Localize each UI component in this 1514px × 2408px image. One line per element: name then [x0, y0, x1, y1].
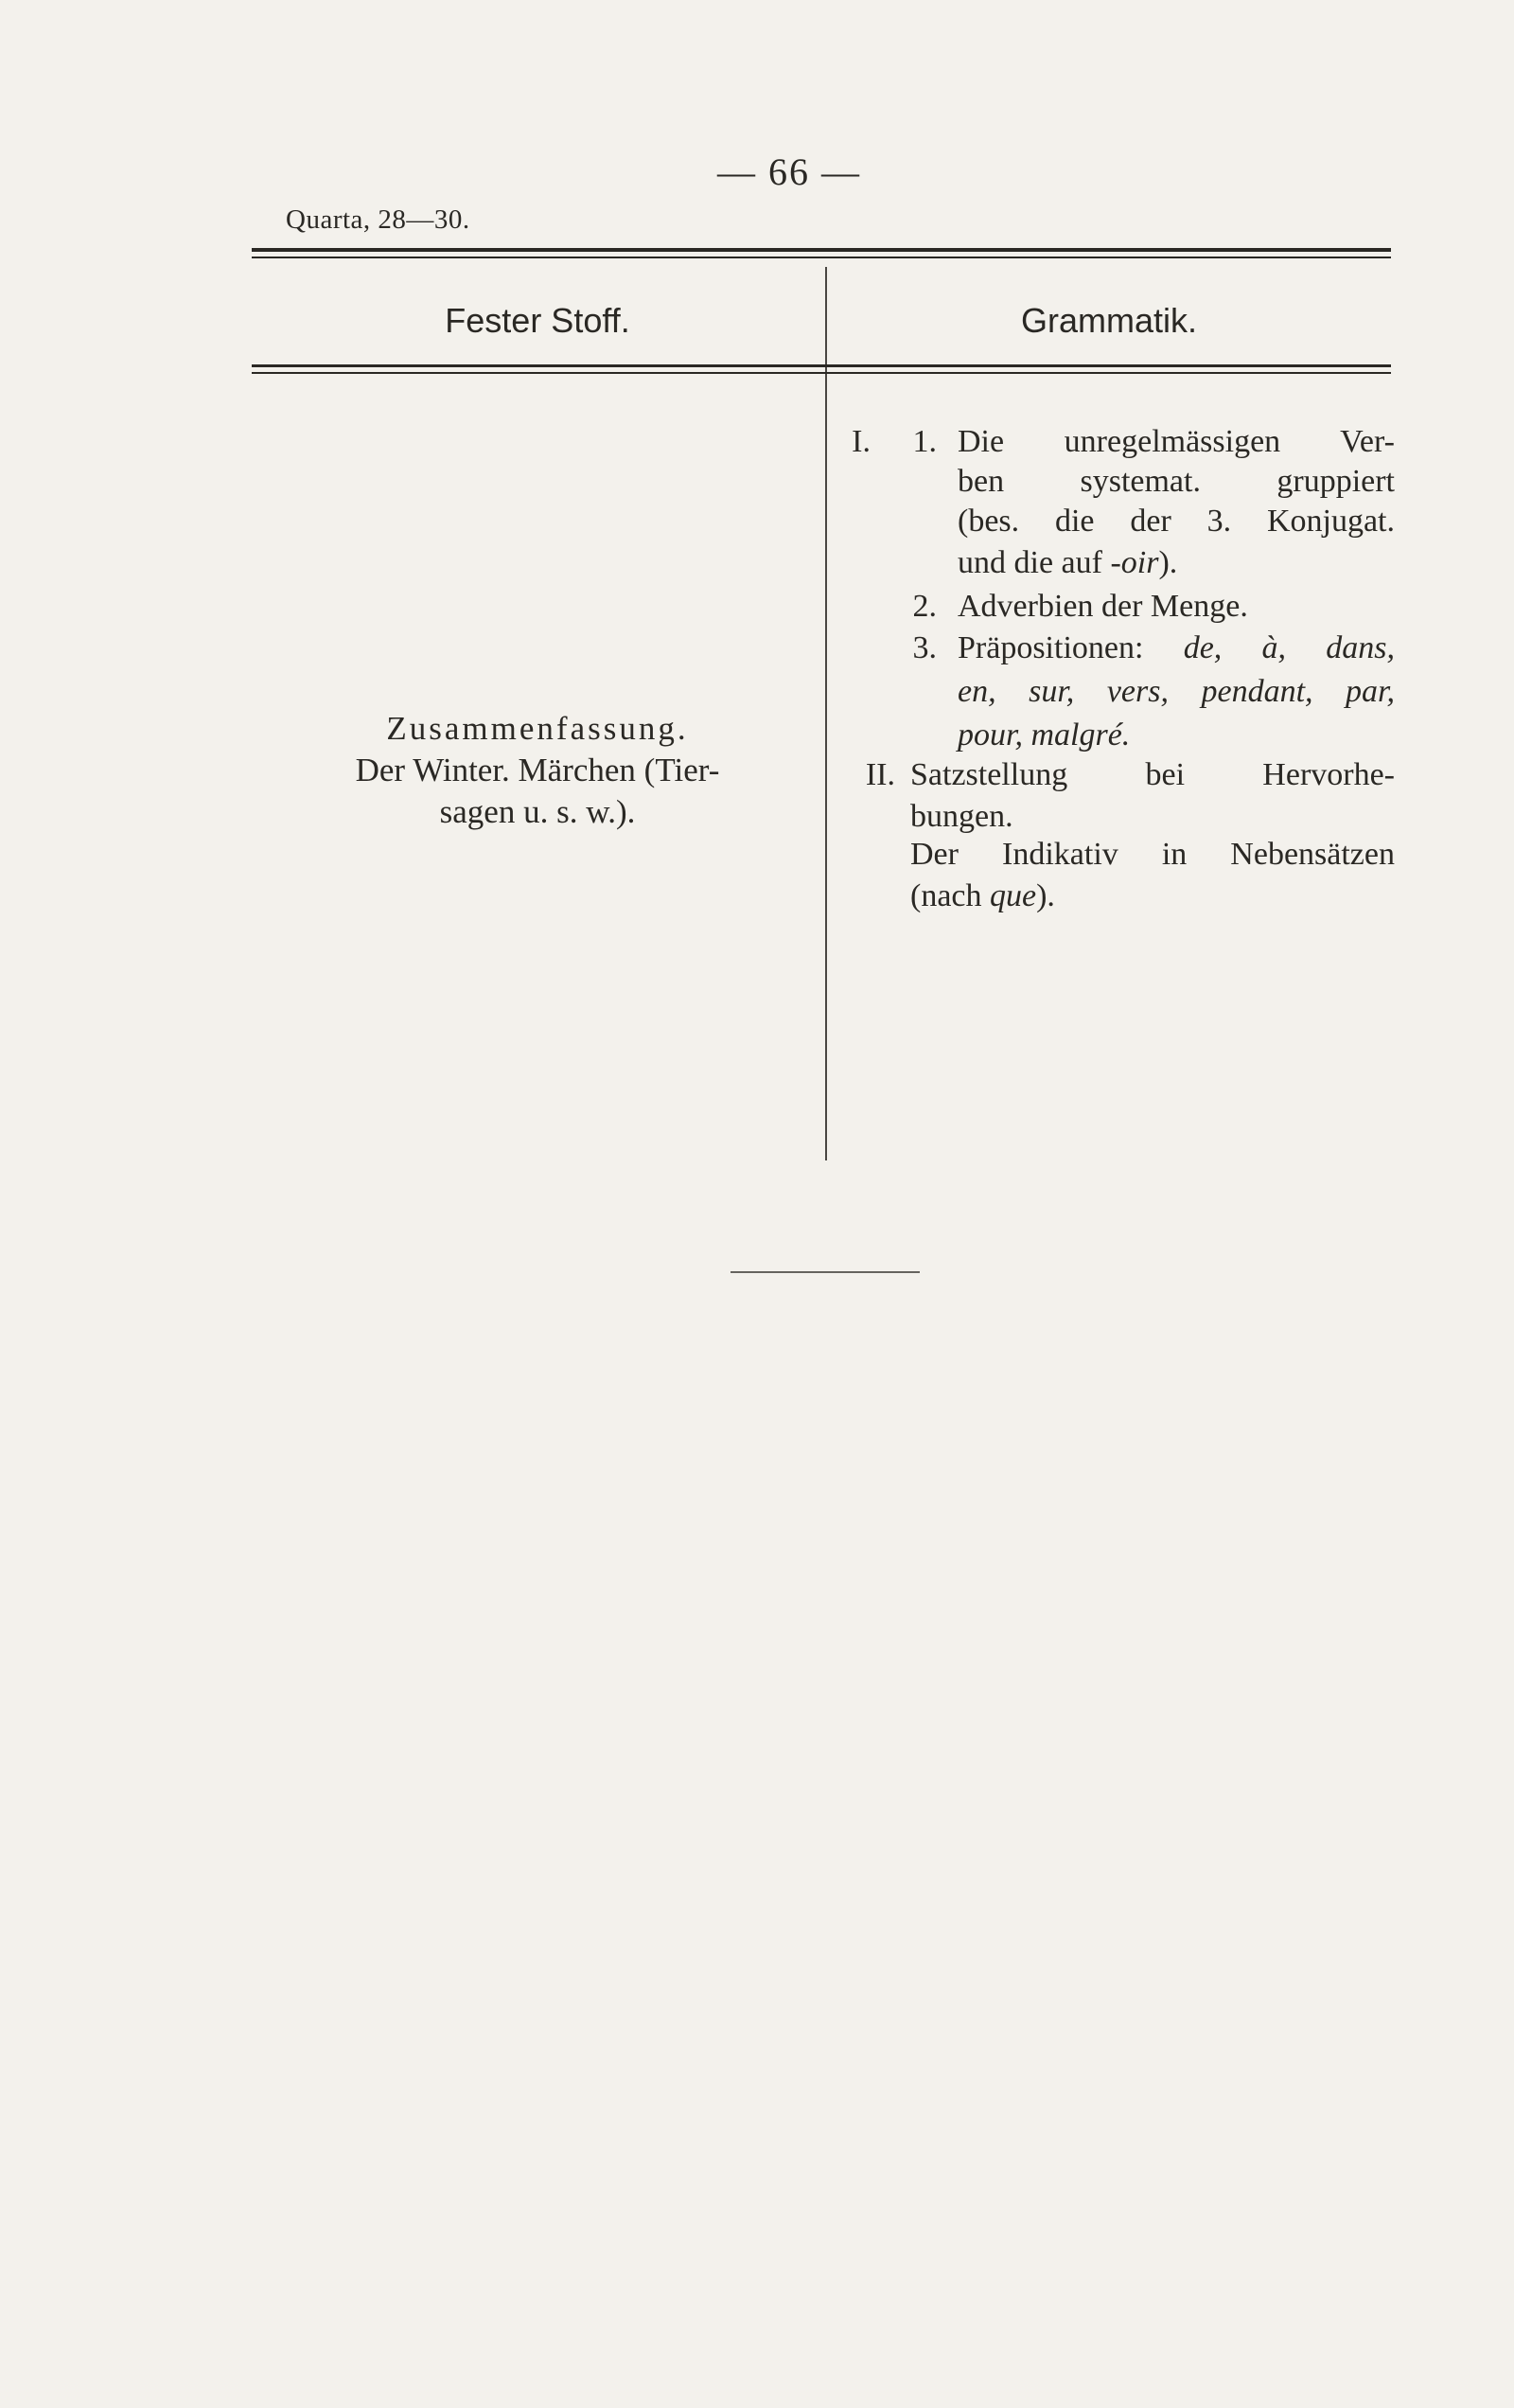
closing-rule — [731, 1271, 920, 1273]
grammar-line: bungen. — [910, 799, 1013, 834]
grammar-line: (nach que). — [910, 878, 1055, 913]
section-numeral: II. — [865, 757, 895, 792]
summary-line: sagen u. s. w.). — [439, 793, 636, 830]
grammar-line: Adverbien der Menge. — [958, 589, 1248, 624]
top-rule — [252, 248, 1391, 252]
section-numeral: I. — [852, 424, 871, 459]
summary-heading: Zusammenfassung. — [386, 710, 689, 747]
fester-stoff-entry — [252, 708, 823, 833]
top-rule-thin — [252, 257, 1391, 258]
grammar-line: pour, malgré. — [958, 717, 1131, 752]
grammar-line: en, sur, vers, pendant, par, — [958, 674, 1395, 709]
summary-line: Der Winter. Märchen (Tier- — [355, 752, 720, 788]
column-heading-fester-stoff: Fester Stoff. — [445, 301, 630, 340]
grammar-line: (bes. die der 3. Konjugat. — [958, 504, 1395, 539]
grammar-line: Satzstellung bei Hervorhe- — [910, 757, 1395, 792]
column-heading-grammatik: Grammatik. — [1020, 301, 1197, 340]
heading-rule — [252, 364, 1391, 367]
item-number: 3. — [912, 630, 937, 665]
column-divider — [825, 267, 827, 1160]
grammar-line: und die auf -oir). — [958, 545, 1178, 580]
grammar-line: Präpositionen: de, à, dans, — [958, 630, 1395, 665]
item-number: 2. — [912, 589, 937, 624]
item-number: 1. — [912, 424, 937, 459]
page-number: — 66 — — [717, 150, 861, 193]
grammar-line: Die unregelmässigen Ver- — [958, 424, 1395, 459]
running-header: Quarta, 28—30. — [286, 204, 470, 235]
heading-rule-thin — [252, 372, 1391, 374]
grammar-line: ben systemat. gruppiert — [958, 464, 1395, 499]
grammar-line: Der Indikativ in Nebensätzen — [910, 837, 1395, 872]
